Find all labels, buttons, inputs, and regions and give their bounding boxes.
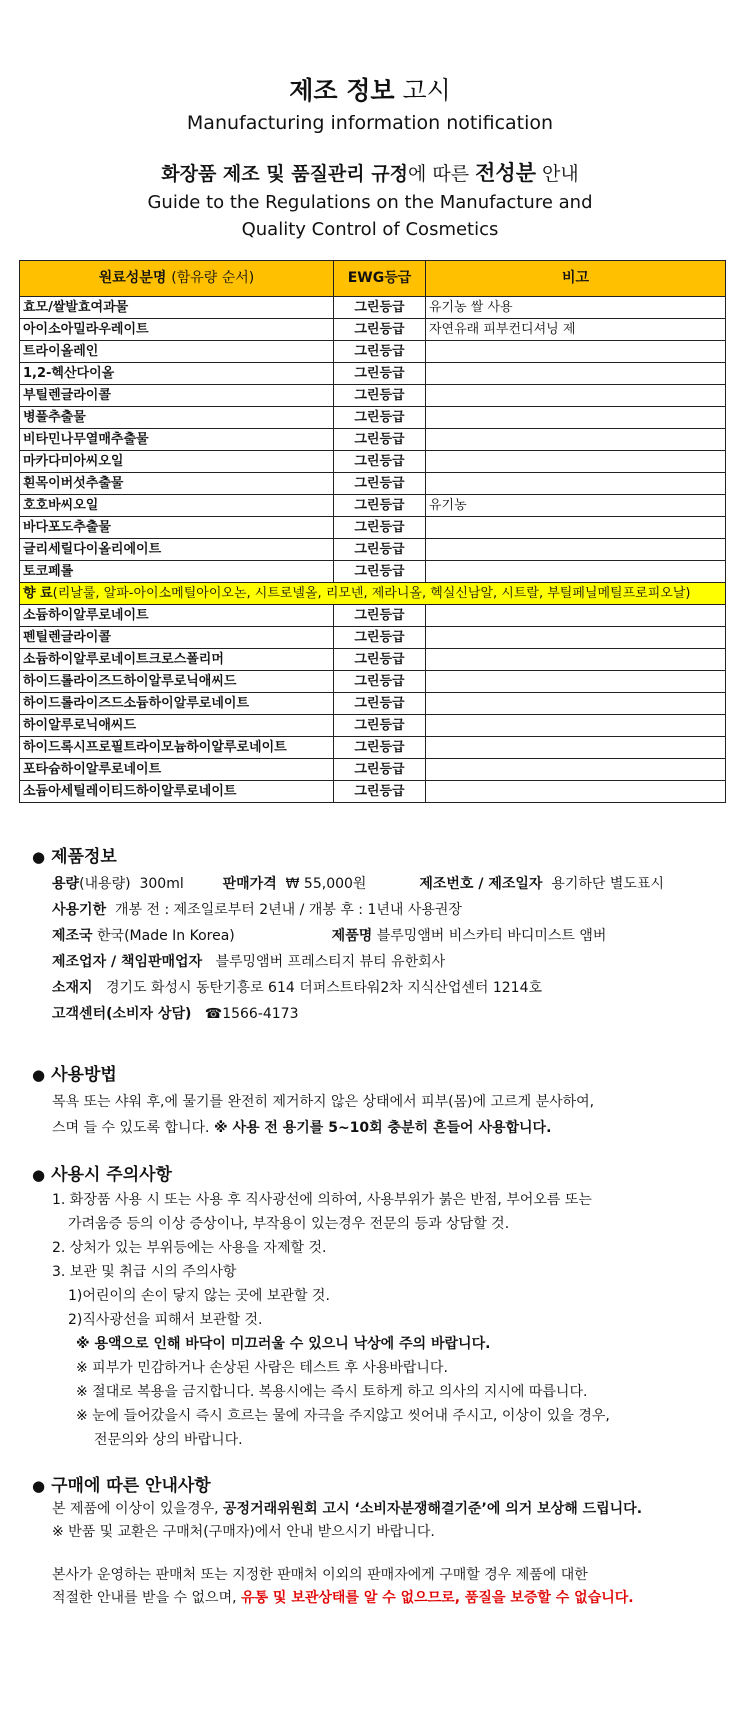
ewg-grade: 그린등급: [334, 495, 426, 517]
ewg-grade: 그린등급: [334, 473, 426, 495]
ingredient-note: [426, 473, 726, 495]
fragrance-row: [20, 583, 726, 605]
table-row: [20, 451, 726, 473]
ewg-grade: 그린등급: [334, 407, 426, 429]
ewg-grade: 그린등급: [334, 561, 426, 583]
ingredient-name: 하이알루로닉애씨드: [20, 715, 334, 737]
header-note: 비고: [426, 261, 726, 297]
ingredient-note: 유기농 쌀 사용: [426, 297, 726, 319]
ingredient-note: [426, 715, 726, 737]
ingredient-note: [426, 737, 726, 759]
ingredient-name: 트라이올레인: [20, 341, 334, 363]
ingredient-name: 병풀추출물: [20, 407, 334, 429]
table-row: [20, 649, 726, 671]
section-heading: 사용방법: [51, 1065, 117, 1085]
product-info-section: [32, 845, 664, 1027]
purchase-section: ● 구매에 따른 안내사항 본 제품에 이상이 있을경우, 공정거래위원회 고시 ‘소비자분쟁해결기준’에 의거 보상해 드립니다. ※ 반품 및 교환은 구매처(구매자)에서 안내 받으시기 바랍니다. 본사가 운영하는 판매처 또는 지정한 판매처 이외의 판매자에게 구매할 경우 제품에 대한 적절한 안내를 받을 수 없으며, 유통 및 보관상태를 알 수 없으므로, 품질을 보증할 수 없습니다.: [32, 1476, 643, 1606]
ewg-grade: 그린등급: [334, 693, 426, 715]
table-row: [20, 341, 726, 363]
ingredient-name: 효모/쌀발효여과물: [20, 297, 334, 319]
table-row: [20, 407, 726, 429]
ewg-grade: 그린등급: [334, 605, 426, 627]
ingredient-note: [426, 341, 726, 363]
ewg-grade: 그린등급: [334, 715, 426, 737]
section-heading: 사용시 주의사항: [51, 1165, 172, 1185]
info-line-cs: 고객센터(소비자 상담) ☎1566-4173: [52, 1006, 299, 1022]
ewg-grade: 그린등급: [334, 671, 426, 693]
ewg-grade: 그린등급: [334, 341, 426, 363]
info-line-address: 소재지 경기도 화성시 동탄기흥로 614 더퍼스트타워2차 지식산업센터 1214호: [52, 980, 542, 996]
ingredient-name: 1,2-헥산다이올: [20, 363, 334, 385]
usage-section: ● 사용방법 목욕 또는 샤워 후,에 물기를 완전히 제거하지 않은 상태에서 피부(몸)에 고르게 분사하여, 스며 들 수 있도록 합니다. ※ 사용 전 용기를 5~10회 충분히 흔들어 사용합니다.: [32, 1065, 595, 1136]
ewg-grade: 그린등급: [334, 319, 426, 341]
ingredient-note: 유기농: [426, 495, 726, 517]
table-row: [20, 605, 726, 627]
ingredient-name: 아이소아밀라우레이트: [20, 319, 334, 341]
ingredient-table: [19, 260, 726, 803]
table-row: [20, 429, 726, 451]
table-row: [20, 693, 726, 715]
table-row: [20, 737, 726, 759]
ewg-grade: 그린등급: [334, 451, 426, 473]
ingredient-name: 하이드록시프로필트라이모늄하이알루로네이트: [20, 737, 334, 759]
ingredient-note: [426, 693, 726, 715]
ingredient-name: 바다포도추출물: [20, 517, 334, 539]
ingredient-name: 소듐하이알루로네이트: [20, 605, 334, 627]
ewg-grade: 그린등급: [334, 539, 426, 561]
caution-section: ● 사용시 주의사항 1. 화장품 사용 시 또는 사용 후 직사광선에 의하여, 사용부위가 붉은 반점, 부어오름 또는 가려움증 등의 이상 증상이나, 부작용이 있는경우 전문의 등과 상담할 것. 2. 상처가 있는 부위등에는 사용을 자제할 것. 3. 보관 및 취급 시의 주의사항 1)어린이의 손이 닿지 않는 곳에 보관할 것. 2)직사광선을 피해서 보관할 것. ※ 용액으로 인해 바닥이 미끄러울 수 있으니 낙상에 주의 바랍니다. ※ 피부가 민감하거나 손상된 사람은 테스트 후 사용바랍니다. ※ 절대로 복용을 금지합니다. 복용시에는 즉시 토하게 하고 의사의 지시에 따릅니다. ※ 눈에 들어갔을시 즉시 흐르는 물에 자극을 주지않고 씻어내 주시고, 이상이 있을 경우, 전문의와 상의 바랍니다.: [32, 1165, 610, 1448]
ingredient-name: 하이드롤라이즈드소듐하이알루로네이트: [20, 693, 334, 715]
table-row: [20, 517, 726, 539]
table-row: [20, 297, 726, 319]
fragrance-detail: (리날룰, 알파-아이소메틸아이오논, 시트로넬올, 리모넨, 제라니올, 헥실신남알, 시트랄, 부틸페닐메틸프로피오날): [52, 586, 691, 601]
bullet-icon: ●: [32, 1477, 46, 1495]
info-line-expiry: 사용기한 개봉 전 : 제조일로부터 2년내 / 개봉 후 : 1년내 사용권장: [52, 902, 462, 918]
ingredient-name: 하이드롤라이즈드하이알루로닉애씨드: [20, 671, 334, 693]
table-row: [20, 759, 726, 781]
ingredient-note: [426, 561, 726, 583]
ewg-grade: 그린등급: [334, 737, 426, 759]
ingredient-note: [426, 385, 726, 407]
header-ingredient: 원료성분명 (함유량 순서): [20, 261, 334, 297]
ingredient-note: [426, 605, 726, 627]
ewg-grade: 그린등급: [334, 517, 426, 539]
ingredient-note: [426, 649, 726, 671]
title-block: [0, 74, 740, 136]
table-row: [20, 561, 726, 583]
ewg-grade: 그린등급: [334, 429, 426, 451]
ewg-grade: 그린등급: [334, 363, 426, 385]
ewg-grade: 그린등급: [334, 627, 426, 649]
ingredient-name: 소듐아세틸레이티드하이알루로네이트: [20, 781, 334, 803]
ingredient-note: [426, 671, 726, 693]
ingredient-note: [426, 407, 726, 429]
ingredient-name: 흰목이버섯추출물: [20, 473, 334, 495]
ingredient-note: 자연유래 피부컨디셔닝 제: [426, 319, 726, 341]
ingredient-note: [426, 539, 726, 561]
bullet-icon: ●: [32, 1166, 46, 1184]
ingredient-note: [426, 517, 726, 539]
ingredient-name: 포타슘하이알루로네이트: [20, 759, 334, 781]
table-row: [20, 671, 726, 693]
ingredient-name: 토코페롤: [20, 561, 334, 583]
ewg-grade: 그린등급: [334, 385, 426, 407]
ingredient-name: 마카다미아씨오일: [20, 451, 334, 473]
info-line-volume: 용량(내용량) 300ml 판매가격 ₩ 55,000원 제조번호 / 제조일자 용기하단 별도표시: [52, 876, 664, 892]
ingredient-note: [426, 451, 726, 473]
ingredient-name: 펜틸렌글라이콜: [20, 627, 334, 649]
ewg-grade: 그린등급: [334, 759, 426, 781]
header-ewg-grade: EWG등급: [334, 261, 426, 297]
page-title: 제조 정보 고시: [289, 76, 451, 105]
ingredient-note: [426, 363, 726, 385]
info-line-country: 제조국 한국(Made In Korea) 제품명 블루밍앰버 비스카티 바디미스트 앰버: [52, 928, 607, 944]
info-line-maker: 제조업자 / 책임판매업자 블루밍앰버 프레스티지 뷰티 유한회사: [52, 954, 446, 970]
ingredient-name: 소듐하이알루로네이트크로스폴리머: [20, 649, 334, 671]
table-row: [20, 715, 726, 737]
section-heading: 제품정보: [51, 847, 117, 867]
section-heading: 구매에 따른 안내사항: [51, 1476, 211, 1496]
table-header: [20, 261, 726, 297]
ingredient-note: [426, 759, 726, 781]
bullet-icon: ●: [32, 848, 46, 866]
ingredient-name: 비타민나무열매추출물: [20, 429, 334, 451]
ingredient-note: [426, 429, 726, 451]
ingredient-name: 부틸렌글라이콜: [20, 385, 334, 407]
table-row: [20, 781, 726, 803]
table-row: [20, 627, 726, 649]
table-row: [20, 385, 726, 407]
page-title-english: Manufacturing information notification: [186, 112, 554, 134]
table-row: [20, 363, 726, 385]
fragrance-label: 향 료: [23, 586, 53, 601]
ingredient-note: [426, 627, 726, 649]
table-row: [20, 473, 726, 495]
ingredient-name: 글리세릴다이올리에이트: [20, 539, 334, 561]
table-row: [20, 319, 726, 341]
table-row: [20, 539, 726, 561]
bullet-icon: ●: [32, 1066, 46, 1084]
table-row: [20, 495, 726, 517]
ingredient-name: 호호바씨오일: [20, 495, 334, 517]
ewg-grade: 그린등급: [334, 649, 426, 671]
ewg-grade: 그린등급: [334, 781, 426, 803]
guide-heading: 화장품 제조 및 품질관리 규정에 따른 전성분 안내 Guide to the Regulations on the Manufacture and Quality Control of Cosmetics: [147, 161, 593, 240]
ewg-grade: 그린등급: [334, 297, 426, 319]
ingredient-note: [426, 781, 726, 803]
